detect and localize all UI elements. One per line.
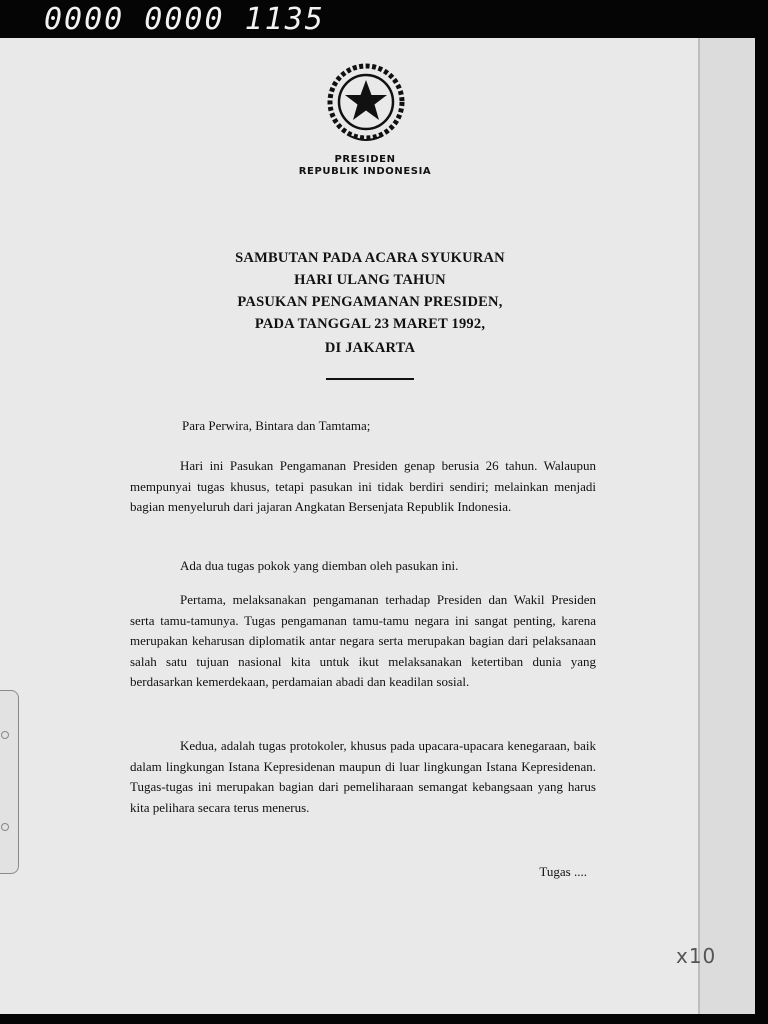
binder-hole — [1, 731, 9, 739]
binder-tab — [0, 690, 19, 874]
document-page — [0, 38, 755, 1014]
binder-hole — [1, 823, 9, 831]
title-line-3: PASUKAN PENGAMANAN PRESIDEN, — [237, 294, 503, 310]
paragraph-2: Ada dua tugas pokok yang diemban oleh pasukan ini. — [180, 558, 459, 573]
film-frame-counter: 0000 0000 1135 — [44, 2, 325, 37]
star-wreath-emblem-icon — [322, 62, 410, 144]
title-line-5: DI JAKARTA — [324, 340, 416, 356]
continuation-catchword: Tugas .... — [539, 864, 587, 879]
title-line-4: PADA TANGGAL 23 MARET 1992, — [254, 316, 486, 332]
paragraph-1: Hari ini Pasukan Pengamanan Presiden genap berusia 26 tahun. Walaupun mempunyai tugas khusus, tetapi pasukan ini tidak berdiri sendiri; melainkan menjadi bagian menyeluruh dari jajaran Angkatan Bersenjata Republik Indonesia. — [130, 458, 596, 514]
film-page-marker: x10 — [676, 944, 717, 968]
page-margin-strip — [700, 38, 755, 1014]
letterhead-line-president: PRESIDEN — [334, 154, 396, 165]
salutation: Para Perwira, Bintara dan Tamtama; — [182, 418, 371, 433]
title-divider — [326, 378, 414, 380]
page-fold-line — [698, 38, 700, 1014]
paragraph-4: Kedua, adalah tugas protokoler, khusus pada upacara-upacara kenegaraan, baik dalam lingkungan Istana Kepresidenan maupun di luar lingkungan Istana Kepresidenan. Tugas-tugas ini merupakan bagian dari pemeliharaan semangat kebangsaan yang harus kita pelihara secara terus menerus. — [130, 738, 596, 815]
title-line-2: HARI ULANG TAHUN — [294, 272, 446, 288]
paragraph-3: Pertama, melaksanakan pengamanan terhadap Presiden dan Wakil Presiden serta tamu-tamunya. Tugas pengamanan tamu-tamu negara ini sangat penting, karena merupakan keharusan diplomatik antar negara serta merupakan bagian dari pelaksanaan salah satu tujuan nasional kita untuk ikut melaksanakan ketertiban dunia yang berdasarkan kemerdekaan, perdamaian abadi dan keadilan sosial. — [130, 592, 596, 689]
title-line-1: SAMBUTAN PADA ACARA SYUKURAN — [235, 250, 505, 266]
letterhead-line-republic: REPUBLIK INDONESIA — [298, 166, 432, 177]
